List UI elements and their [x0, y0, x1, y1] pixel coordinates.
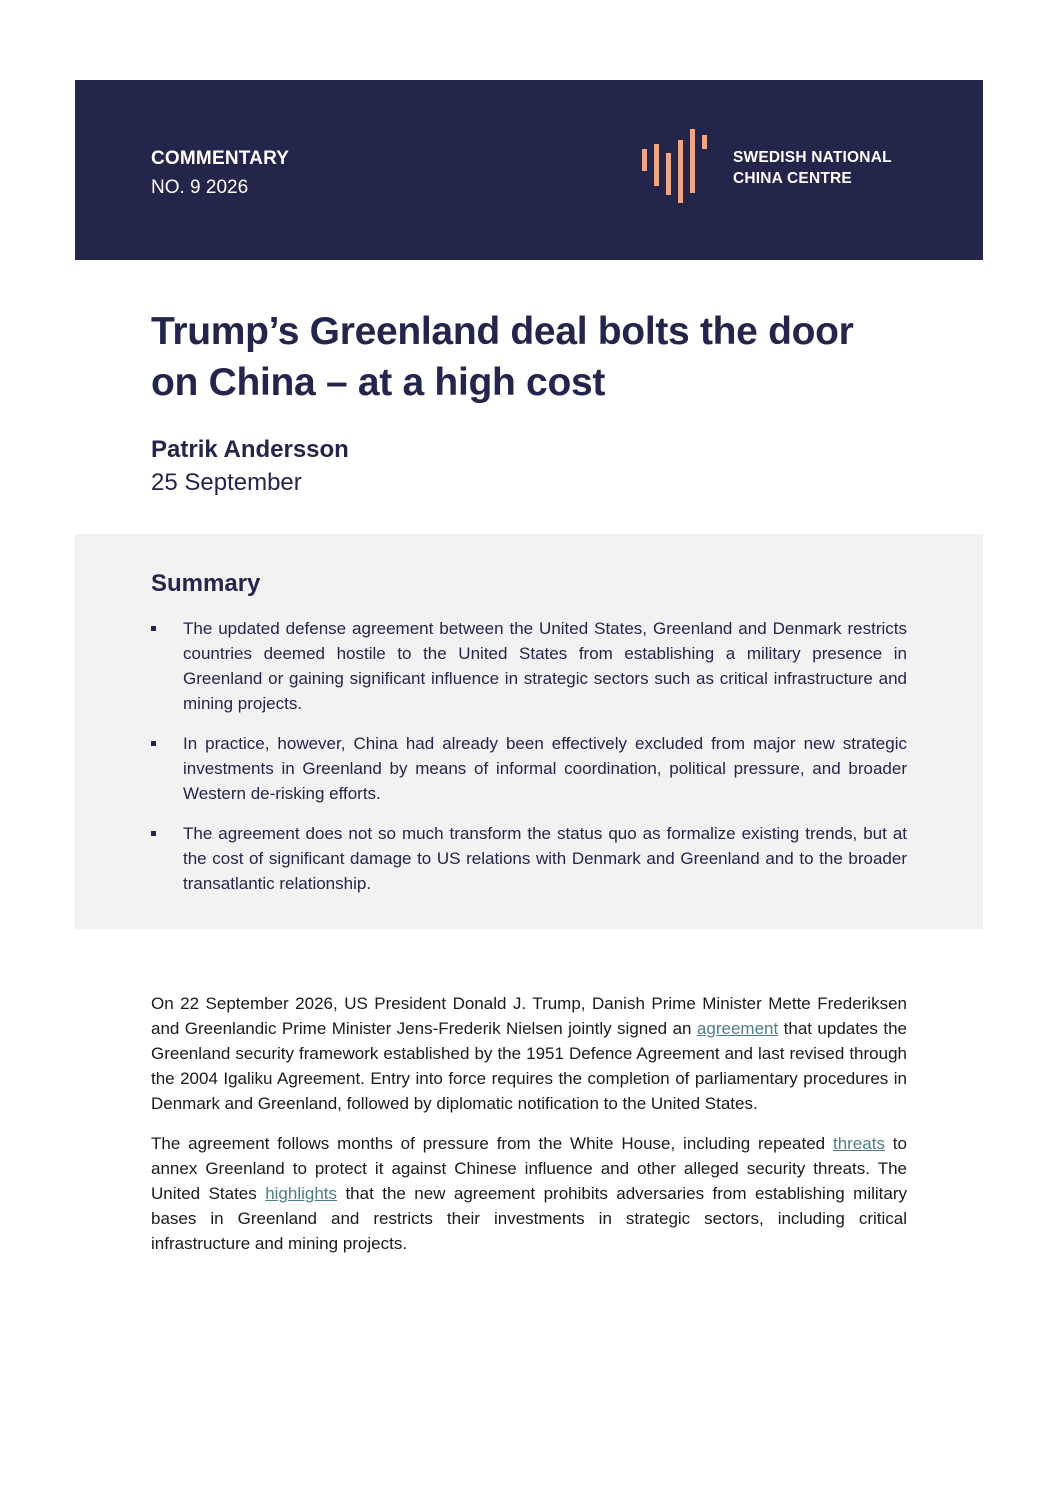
article-title [151, 306, 951, 408]
summary-bullet [151, 731, 907, 806]
series-label: COMMENTARY [151, 148, 290, 169]
summary-list [151, 616, 907, 911]
publication-date: 25 September [151, 469, 302, 496]
paragraph-text: On 22 September 2026, US President Donald J. Trump, Danish Prime Minister Mette Frederiksen and Greenlandic Prime Minister Jens-Frederik Nielsen jointly signed an [151, 994, 907, 1038]
summary-bullet-text: The agreement does not so much transform the status quo as formalize existing trends, but at the cost of significant damage to US relations with Denmark and Greenland and to the broader transatlantic relationship. [183, 824, 907, 893]
header-banner [75, 80, 983, 260]
agreement-link[interactable]: agreement [696, 1019, 779, 1038]
series-number: NO. 9 2026 [151, 177, 249, 198]
bullet-square-icon [151, 626, 156, 631]
bar-waveform-icon [640, 129, 722, 205]
paragraph-text: that the new agreement prohibits adversaries from establishing military bases in Greenland and restricts their investments in strategic sectors, including critical infrastructure and mining projects. [151, 1184, 908, 1253]
bullet-square-icon [151, 741, 156, 746]
title-line2: on China – at a high cost [151, 361, 606, 404]
highlights-link[interactable]: highlights [265, 1184, 338, 1203]
summary-bullet-text: The updated defense agreement between the United States, Greenland and Denmark restricts countries deemed hostile to the United States from establishing a military presence in Greenland or gaining significant influence in strategic sectors such as critical infrastructure and mining projects. [183, 619, 907, 713]
summary-bullet [151, 616, 907, 716]
summary-heading: Summary [151, 570, 261, 597]
summary-bullet [151, 821, 907, 896]
bullet-square-icon [151, 831, 156, 836]
summary-bullet-text: In practice, however, China had already been effectively excluded from major new strategic investments in Greenland by means of informal coordination, political pressure, and broader Western de-risking efforts. [183, 734, 907, 803]
paragraph-text: The agreement follows months of pressure from the White House, including repeated [151, 1134, 833, 1153]
org-name-line2: CHINA CENTRE [733, 170, 852, 187]
body-paragraph-1 [151, 991, 907, 1116]
org-logo [640, 129, 920, 205]
summary-box [75, 534, 983, 929]
paragraph-text: to annex Greenland to protect it against Chinese influence and other alleged security threats. The United States [151, 1134, 907, 1203]
author-name: Patrik Andersson [151, 436, 349, 463]
body-paragraph-2 [151, 1131, 907, 1256]
org-name [733, 147, 892, 189]
threats-link[interactable]: threats [832, 1134, 885, 1153]
title-line1: Trump’s Greenland deal bolts the door [151, 310, 854, 353]
article-body [151, 991, 907, 1271]
org-name-line1: SWEDISH NATIONAL [733, 149, 892, 166]
paragraph-text: that updates the Greenland security framework established by the 1951 Defence Agreement and last revised through the 2004 Igaliku Agreement. Entry into force requires the completion of parliamentary procedures in Denmark and Greenland, followed by diplomatic notification to the United States. [151, 1019, 907, 1113]
